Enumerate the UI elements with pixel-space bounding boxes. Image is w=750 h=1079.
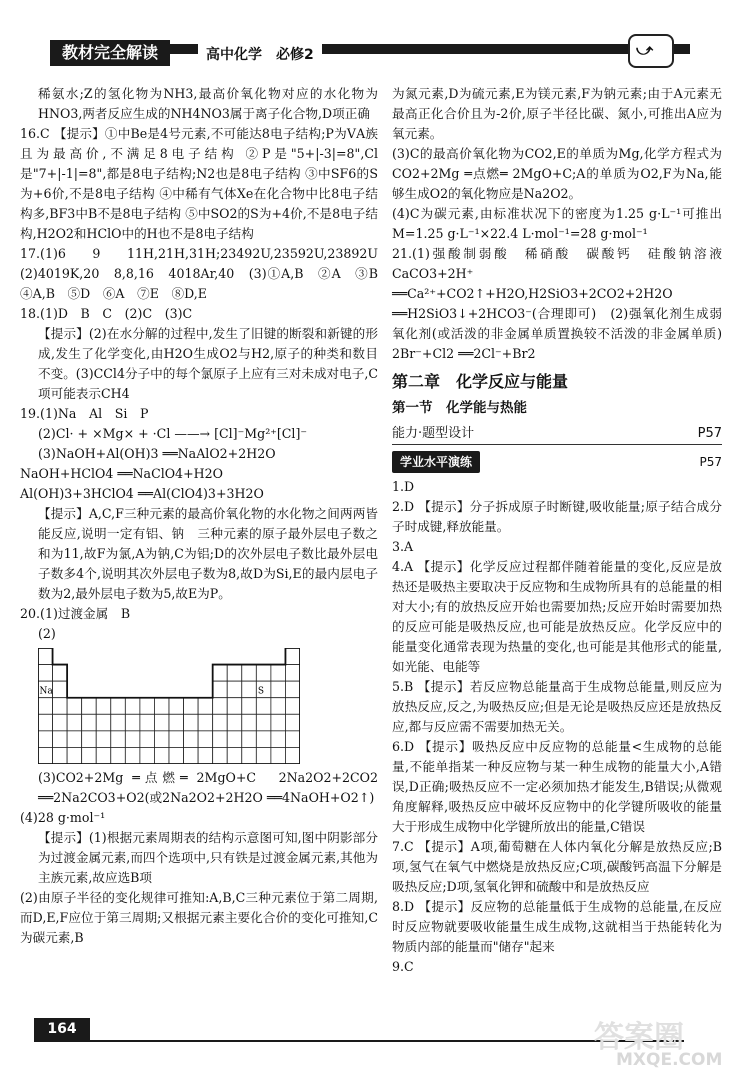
table-cell <box>213 665 228 682</box>
table-cell <box>125 714 140 731</box>
badge-page: P57 <box>699 455 722 469</box>
answer-line: 5.B 【提示】若反应物总能量高于生成物总能量,则反应为放热反应,反之,为吸热反应;但是无论是吸热反应还是放热反应,都与反应需不需要加热无关。 <box>392 679 722 734</box>
table-cell <box>38 747 53 764</box>
answer-line: 20.(1)过渡金属 B <box>20 606 131 621</box>
answer-line: 1.D <box>392 479 415 494</box>
table-cell <box>53 698 68 715</box>
table-cell <box>154 747 169 764</box>
table-cell <box>96 747 111 764</box>
table-cell <box>271 665 286 682</box>
table-cell <box>96 698 111 715</box>
table-cell <box>256 698 271 715</box>
table-cell <box>242 681 257 698</box>
answer-line: (2) <box>38 626 56 641</box>
answer-line: NaOH+HClO4 ══NaClO4+H2O <box>20 466 223 481</box>
table-cell <box>227 731 242 748</box>
table-cell <box>184 698 199 715</box>
answer-line: (2)Cl· + ×Mg× + ·Cl ——→ [Cl]⁻Mg²⁺[Cl]⁻ <box>38 426 308 441</box>
table-cell <box>213 681 228 698</box>
table-cell <box>67 731 82 748</box>
table-cell <box>67 698 82 715</box>
table-cell <box>82 731 97 748</box>
table-cell <box>111 731 126 748</box>
table-cell <box>82 714 97 731</box>
table-cell <box>111 747 126 764</box>
answer-line: 8.D 【提示】反应物的总能量低于生成物的总能量,在反应时反应物就要吸收能量生成生成物,这就相当于热能转化为物质内部的能量而"储存"起来 <box>392 899 722 954</box>
table-cell <box>184 747 199 764</box>
answer-line: 9.C <box>392 959 414 974</box>
table-cell <box>140 731 155 748</box>
answer-line: (4)C为碳元素,由标准状况下的密度为1.25 g·L⁻¹可推出M=1.25 g·L⁻¹×22.4 L·mol⁻¹=28 g·mol⁻¹ <box>392 206 722 241</box>
publisher-logo-icon: ⤻ <box>628 34 674 68</box>
table-cell <box>53 681 68 698</box>
element-label-na: Na <box>39 686 53 697</box>
table-cell <box>256 747 271 764</box>
table-cell <box>67 747 82 764</box>
answer-line: (3)C的最高价氧化物为CO2,E的单质为Mg,化学方程式为CO2+2Mg ═点燃═ 2MgO+C;A的单质为O2,F为Na,能够生成O2的氧化物应是Na2O2。 <box>392 146 722 201</box>
subsection-row <box>392 424 722 445</box>
page-header <box>0 0 750 70</box>
table-cell <box>53 714 68 731</box>
table-cell <box>82 698 97 715</box>
badge-row <box>392 451 722 473</box>
answer-line: 17.(1)6 9 11H,21H,31H;23492U,23592U,23892U (2)4019K,20 8,8,16 4018Ar,40 (3)①A,B ②A ③B ④A,B ⑤D ⑥A ⑦E ⑧D,E <box>20 246 391 301</box>
table-cell <box>38 665 53 682</box>
table-cell <box>96 731 111 748</box>
table-cell <box>242 698 257 715</box>
table-cell <box>140 747 155 764</box>
table-cell <box>285 648 300 665</box>
table-cell <box>271 747 286 764</box>
answer-line: Al(OH)3+3HClO4 ══Al(ClO4)3+3H2O <box>20 486 264 501</box>
table-cell <box>184 714 199 731</box>
subsection-label: 能力·题型设计 <box>392 426 475 441</box>
page-number: 164 <box>34 1018 90 1040</box>
table-cell <box>140 714 155 731</box>
answer-line: (3)NaOH+Al(OH)3 ══NaAlO2+2H2O <box>38 446 276 461</box>
table-cell <box>242 714 257 731</box>
table-cell <box>111 698 126 715</box>
table-cell <box>140 698 155 715</box>
right-bottom-answers <box>392 477 722 977</box>
table-cell <box>227 714 242 731</box>
table-cell <box>213 747 228 764</box>
table-cell <box>242 665 257 682</box>
right-top-answers <box>392 84 735 364</box>
table-cell <box>38 648 53 665</box>
answer-line: 19.(1)Na Al Si P <box>20 406 149 421</box>
table-cell <box>169 747 184 764</box>
table-cell <box>125 731 140 748</box>
answer-line: (3)CO2+2Mg ═点燃═ 2MgO+C 2Na2O2+2CO2 ══2Na2CO3+O2(或2Na2O2+2H2O ══4NaOH+O2↑) <box>38 770 378 805</box>
table-cell <box>271 698 286 715</box>
table-cell <box>271 714 286 731</box>
table-cell <box>38 731 53 748</box>
answer-line: 【提示】A,C,F三种元素的最高价氧化物的水化物之间两两皆能反应,说明一定有铝、钠 三种元素的原子最外层电子数之和为11,故F为氯,A为钠,C为铝;D的次外层电子数比最外层电子数多4个,说明其次外层电子数为8,故D为Si,E的最内层电子数为2,最外层电子数为5,故E为P。 <box>38 506 378 601</box>
table-cell <box>285 714 300 731</box>
table-cell <box>213 731 228 748</box>
table-cell <box>256 714 271 731</box>
watermark <box>594 1012 744 1072</box>
table-cell <box>53 665 68 682</box>
subject-title: 高中化学 必修2 <box>198 44 322 66</box>
book-title: 教材完全解读 <box>50 40 170 66</box>
answer-line: (4)28 g·mol⁻¹ <box>20 810 106 825</box>
chapter-title: 第二章 化学反应与能量 <box>392 372 569 391</box>
watermark-url: MXQE.COM <box>616 1050 723 1070</box>
table-cell <box>271 681 286 698</box>
table-cell <box>227 698 242 715</box>
left-column <box>20 84 391 948</box>
right-column <box>392 84 735 977</box>
table-cell <box>53 731 68 748</box>
table-cell <box>271 731 286 748</box>
table-cell <box>198 698 213 715</box>
table-cell <box>154 714 169 731</box>
table-cell <box>125 698 140 715</box>
answer-line: 【提示】(2)在水分解的过程中,发生了旧键的断裂和新键的形成,发生了化学变化,由H2O生成O2与H2,原子的种类和数目不变。(3)CCl4分子中的每个氯原子上应有三对未成对电子,C项可能表示CH4 <box>38 326 378 401</box>
table-cell <box>227 665 242 682</box>
table-cell <box>198 714 213 731</box>
periodic-table-grid <box>38 648 300 764</box>
table-cell <box>198 747 213 764</box>
table-cell <box>96 714 111 731</box>
answer-line: (2)由原子半径的变化规律可推知:A,B,C三种元素位于第二周期,而D,E,F应位于第三周期;又根据元素主要化合价的变化可推知,C为碳元素,B <box>20 890 378 945</box>
table-cell <box>285 665 300 682</box>
table-cell <box>227 681 242 698</box>
watermark-text: 答案圈 <box>594 1020 684 1055</box>
table-cell <box>285 731 300 748</box>
element-label-s: S <box>257 686 265 697</box>
section-title: 第一节 化学能与热能 <box>392 400 527 416</box>
answer-line: 6.D 【提示】吸热反应中反应物的总能量<生成物的总能量,不能单指某一种反应物与某一种生成物的能量大小,A错误,D正确;吸热反应不一定必须加热才能发生,B错误;从微观角度解释,吸热反应中破坏反应物中的化学键所吸收的能量大于形成生成物中化学键所放出的能量,C错误 <box>392 739 722 834</box>
table-cell <box>125 747 140 764</box>
subsection-page: P57 <box>697 426 722 441</box>
table-cell <box>82 747 97 764</box>
table-cell <box>242 731 257 748</box>
table-cell <box>227 747 242 764</box>
answer-line: 7.C 【提示】A项,葡萄糖在人体内氧化分解是放热反应;B项,氢气在氧气中燃烧是放热反应;C项,碳酸钙高温下分解是吸热反应;D项,氢氧化钾和硫酸中和是放热反应 <box>392 839 722 894</box>
table-cell <box>242 747 257 764</box>
answer-line: 【提示】(1)根据元素周期表的结构示意图可知,图中阴影部分为过渡金属元素,而四个选项中,只有铁是过渡金属元素,其他为主族元素,故应选B项 <box>38 830 378 885</box>
table-cell <box>184 731 199 748</box>
table-cell <box>53 747 68 764</box>
table-cell <box>285 747 300 764</box>
table-cell <box>256 665 271 682</box>
table-cell <box>285 698 300 715</box>
table-cell <box>169 714 184 731</box>
answer-line: 3.A <box>392 539 414 554</box>
table-cell <box>213 698 228 715</box>
answer-line: 2.D 【提示】分子拆成原子时断键,吸收能量;原子结合成分子时成键,释放能量。 <box>392 499 722 534</box>
table-cell <box>256 731 271 748</box>
answer-line: 稀氨水;Z的氢化物为NH3,最高价氧化物对应的水化物为HNO3,两者反应生成的NH4NO3属于离子化合物,D项正确 <box>38 86 378 121</box>
table-cell <box>198 731 213 748</box>
table-cell <box>38 698 53 715</box>
table-cell <box>111 714 126 731</box>
answer-line: 为氮元素,D为硫元素,E为镁元素,F为钠元素;由于A元素无最高正化合价且为-2价,原子半径比碳、氮小,可推出A应为氧元素。 <box>392 86 722 141</box>
table-cell <box>169 698 184 715</box>
table-cell <box>154 731 169 748</box>
table-cell <box>169 731 184 748</box>
table-cell <box>38 714 53 731</box>
table-cell <box>213 714 228 731</box>
answer-line: 16.C 【提示】①中Be是4号元素,不可能达8电子结构;P为ⅤA族且为最高价,不满足8电子结构 ②P是"5+|-3|=8",Cl是"7+|-1|=8",都是8电子结构;N2也是8电子结构 ③中SF6的S为+6价,不是8电子结构 ④中稀有气体Xe在化合物中比8电子结构多,BF3中B不是8电子结构 ⑤中SO2的S为+4价,不是8电子结构,H2O2和HClO中的H也不是8电子结构 <box>20 126 378 241</box>
footer-rule <box>34 1040 684 1042</box>
practice-badge: 学业水平演练 <box>392 451 480 473</box>
answer-line: 18.(1)D B C (2)C (3)C <box>20 306 193 321</box>
table-cell <box>67 714 82 731</box>
answer-line: 21.(1)强酸制弱酸 稀硝酸 碳酸钙 硅酸钠溶液 CaCO3+2H⁺ ══Ca²⁺+CO2↑+H2O,H2SiO3+2CO2+2H2O ══H2SiO3↓+2HCO3⁻(合理即可) (2)强氧化剂生成弱氧化剂(或活泼的非金属单质置换较不活泼的非金属单质) 2Br⁻+Cl2 ══2Cl⁻+Br2 <box>392 246 735 361</box>
answer-line: 4.A 【提示】化学反应过程都伴随着能量的变化,反应是放热还是吸热主要取决于反应物和生成物所具有的总能量的相对大小;有的放热反应开始也需要加热;反应开始时需要加热的反应可能是吸热反应,也可能是放热反应。化学反应中的能量变化通常表现为热量的变化,也可能是其他形式的能量,如光能、电能等 <box>392 559 722 674</box>
table-cell <box>285 681 300 698</box>
table-cell <box>154 698 169 715</box>
